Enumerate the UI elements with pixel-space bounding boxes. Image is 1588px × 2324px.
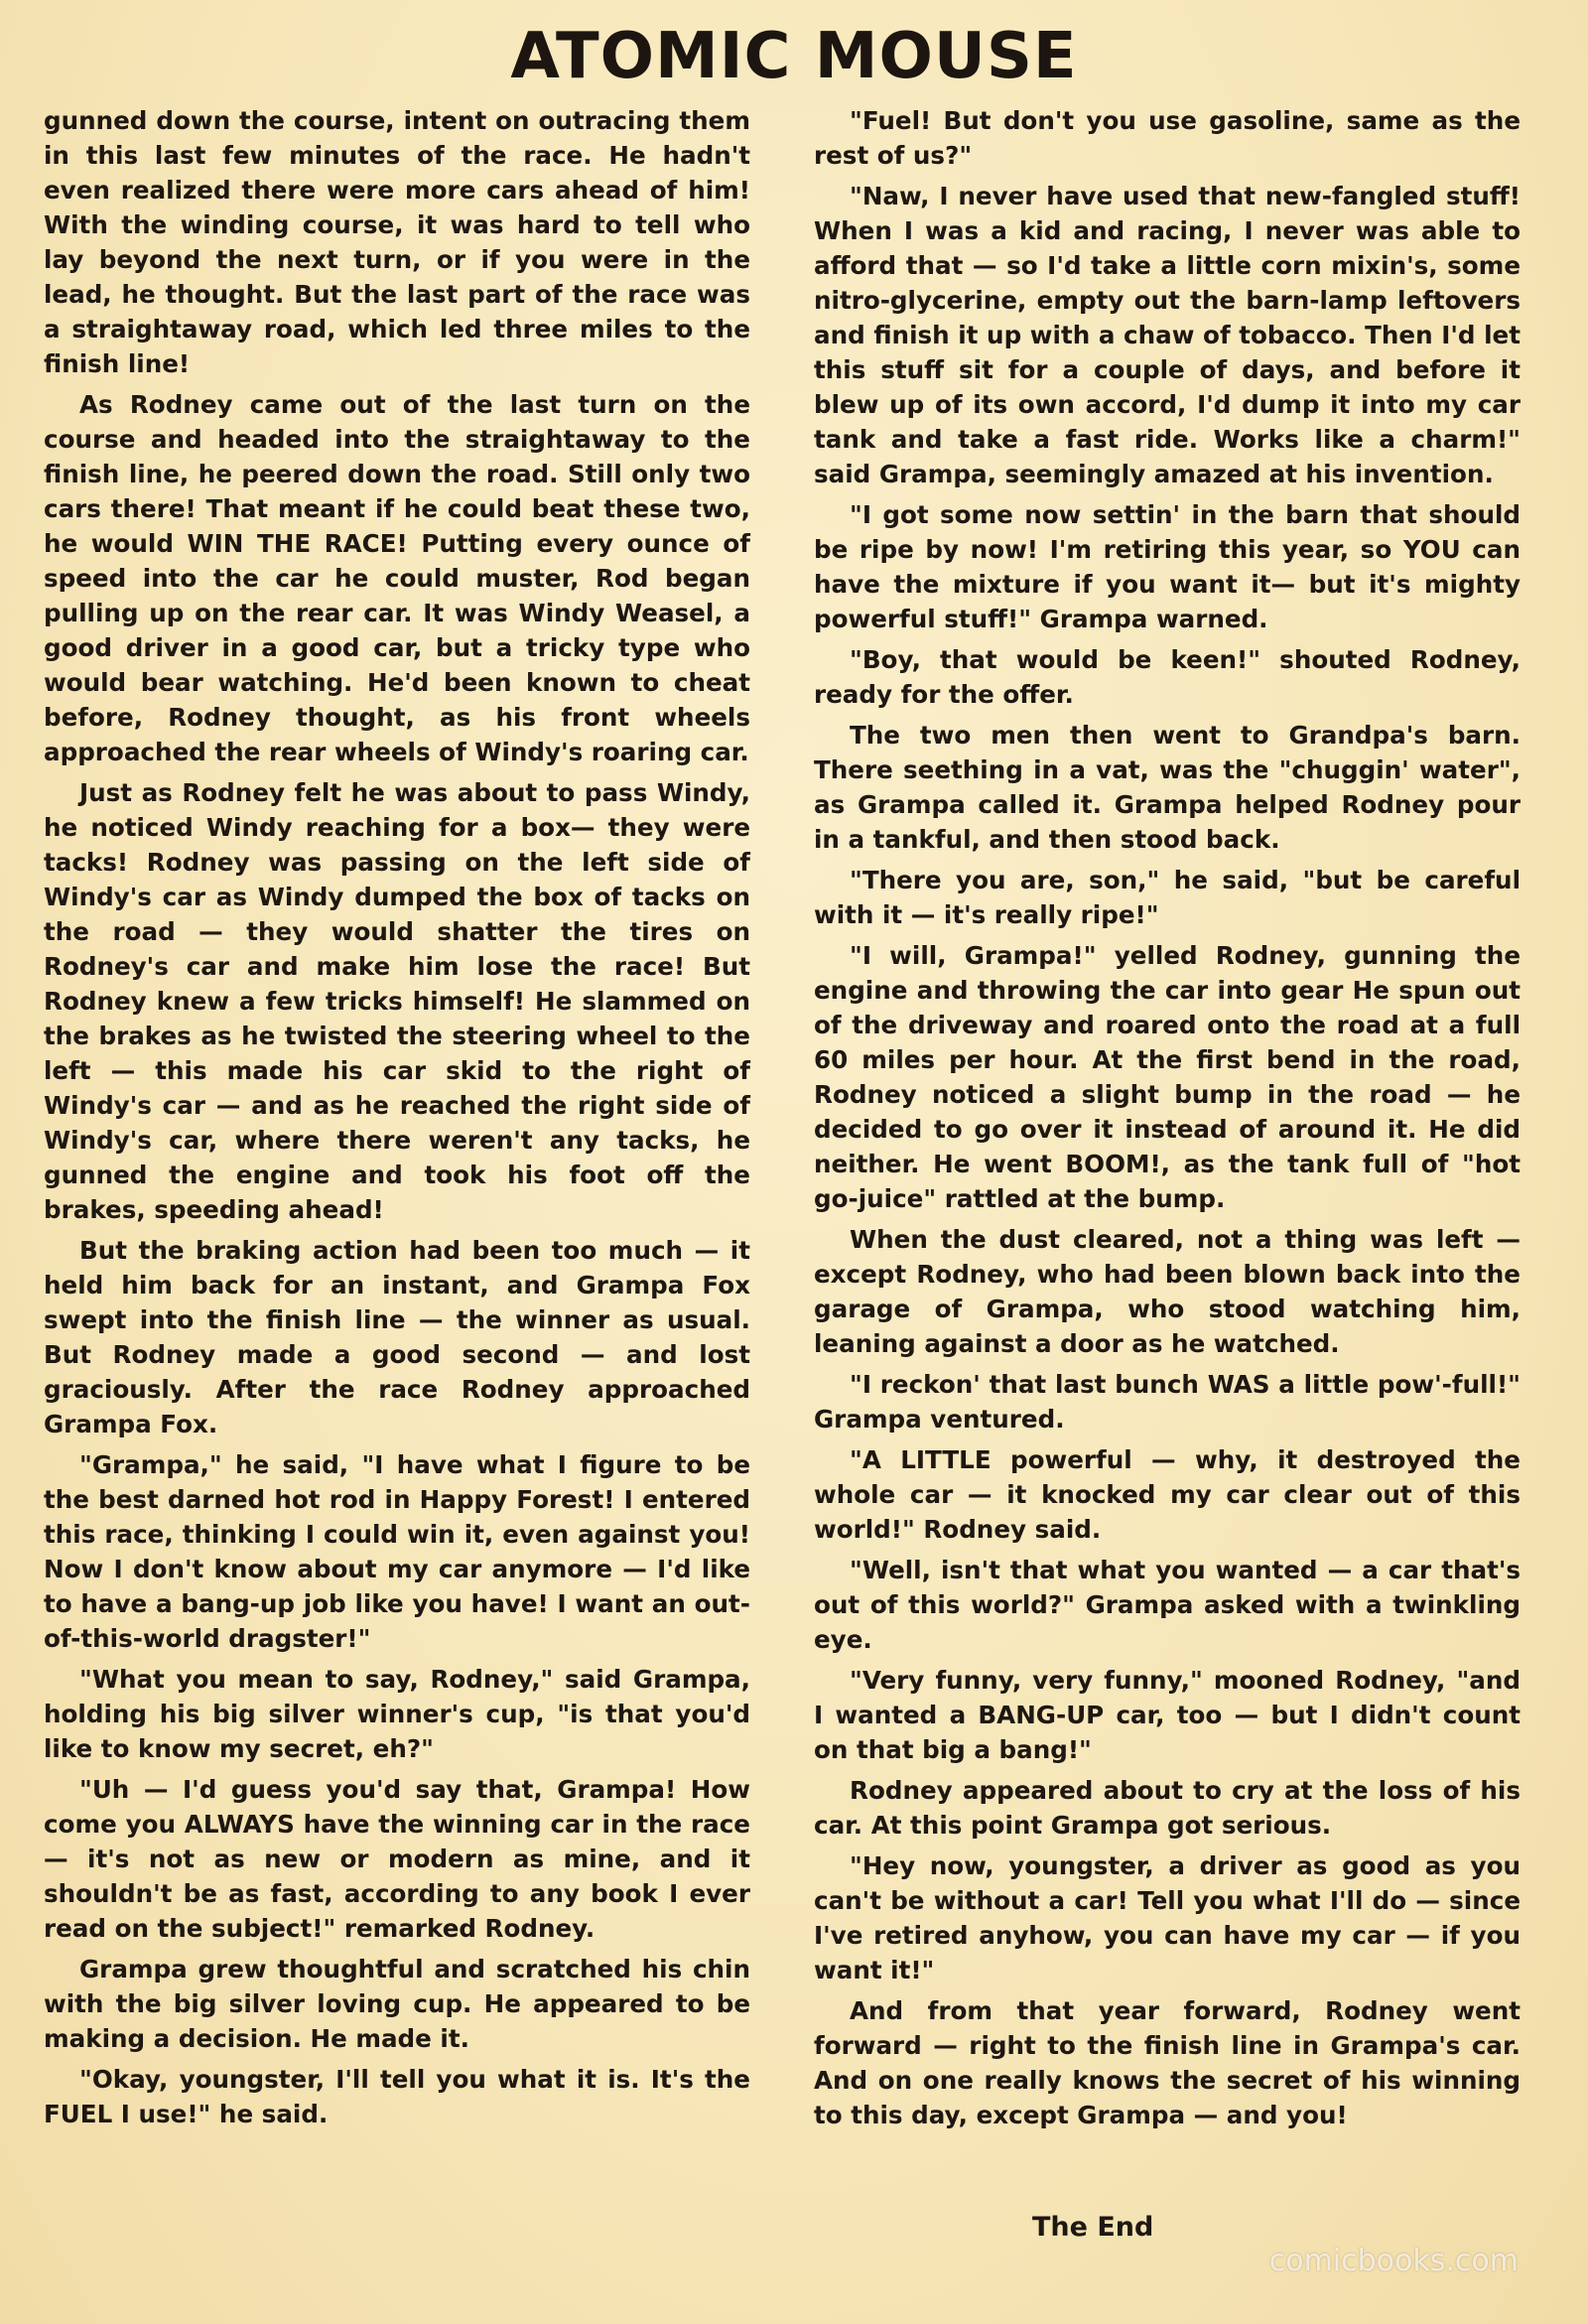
paragraph: But the braking action had been too much — it held him back for an instant, and Grampa Fox swept into the finish line — the winner as usual. But Rodney made a good second — and lost graciously. After the race Rodney approached Grampa Fox. xyxy=(44,1236,750,1438)
paragraph: "Boy, that would be keen!" shouted Rodney, ready for the offer. xyxy=(814,645,1521,709)
paragraph: "I got some now settin' in the barn that should be ripe by now! I'm retiring this year, so YOU can have the mixture if you want it— but it's mighty powerful stuff!" Grampa warned. xyxy=(814,500,1521,633)
paragraph: And from that year forward, Rodney went forward — right to the finish line in Grampa's car. And on one really knows the secret of his winning to this day, except Grampa — and you! xyxy=(814,1996,1521,2129)
the-end-label: The End xyxy=(1032,2212,1154,2243)
paragraph: gunned down the course, intent on outracing them in this last few minutes of the race. He hadn't even realized there were more cars ahead of him! With the winding course, it was hard to tell who lay beyond the next turn, or if you were in the lead, he thought. But the last part of the race was a straightaway road, which led three miles to the finish line! xyxy=(44,106,750,378)
paragraph: Rodney appeared about to cry at the loss of his car. At this point Grampa got serious. xyxy=(814,1776,1521,1840)
paragraph: "Uh — I'd guess you'd say that, Grampa! How come you ALWAYS have the winning car in the race — it's not as new or modern as mine, and it shouldn't be as fast, according to any book I ever read on the subject!" remarked Rodney. xyxy=(44,1775,750,1943)
paragraph: "Very funny, very funny," mooned Rodney, "and I wanted a BANG-UP car, too — but I didn't count on that big a bang!" xyxy=(814,1666,1521,1764)
paragraph: As Rodney came out of the last turn on the course and headed into the straightaway to the finish line, he peered down the road. Still only two cars there! That meant if he could beat these two, he would WIN THE RACE! Putting every ounce of speed into the car he could muster, Rod began pulling up on the rear car. It was Windy Weasel, a good driver in a good car, but a tricky type who would bear watching. He'd been known to cheat before, Rodney thought, as his front wheels approached the rear wheels of Windy's roaring car. xyxy=(44,390,750,766)
watermark: comicbooks.com xyxy=(1268,2244,1519,2278)
paragraph: "Okay, youngster, I'll tell you what it is. It's the FUEL I use!" he said. xyxy=(44,2065,750,2128)
paragraph: When the dust cleared, not a thing was left — except Rodney, who had been blown back into the garage of Grampa, who stood watching him, leaning against a door as he watched. xyxy=(814,1225,1521,1358)
right-text-column xyxy=(814,103,1521,2138)
paragraph: "Fuel! But don't you use gasoline, same as the rest of us?" xyxy=(814,106,1521,170)
paragraph: "Grampa," he said, "I have what I figure to be the best darned hot rod in Happy Forest! I entered this race, thinking I could win it, even against you! Now I don't know about my car anymore — I'd like to have a bang-up job like you have! I want an out-of-this-world dragster!" xyxy=(44,1450,750,1653)
paragraph: "There you are, son," he said, "but be careful with it — it's really ripe!" xyxy=(814,866,1521,929)
paragraph: "Naw, I never have used that new-fangled stuff! When I was a kid and racing, I never was able to afford that — so I'd take a little corn mixin's, some nitro-glycerine, empty out the barn-lamp leftovers and finish it up with a chaw of tobacco. Then I'd let this stuff sit for a couple of days, and before it blew up of its own accord, I'd dump it into my car tank and take a fast ride. Works like a charm!" said Grampa, seemingly amazed at his invention. xyxy=(814,182,1521,488)
paragraph: "I will, Grampa!" yelled Rodney, gunning the engine and throwing the car into gear He spun out of the driveway and roared onto the road at a full 60 miles per hour. At the first bend in the road, Rodney noticed a slight bump in the road — he decided to go over it instead of around it. He did neither. He went BOOM!, as the tank full of "hot go-juice" rattled at the bump. xyxy=(814,941,1521,1213)
paragraph: "A LITTLE powerful — why, it destroyed the whole car — it knocked my car clear out of this world!" Rodney said. xyxy=(814,1445,1521,1544)
paragraph: "I reckon' that last bunch WAS a little pow'-full!" Grampa ventured. xyxy=(814,1370,1521,1434)
paragraph: The two men then went to Grandpa's barn. There seething in a vat, was the "chuggin' water", as Grampa called it. Grampa helped Rodney pour in a tankful, and then stood back. xyxy=(814,721,1521,854)
paragraph: "Hey now, youngster, a driver as good as you can't be without a car! Tell you what I'll do — since I've retired anyhow, you can have my car — if you want it!" xyxy=(814,1851,1521,1984)
paragraph: Grampa grew thoughtful and scratched his chin with the big silver loving cup. He appeared to be making a decision. He made it. xyxy=(44,1955,750,2053)
paragraph: "Well, isn't that what you wanted — a car that's out of this world?" Grampa asked with a twinkling eye. xyxy=(814,1556,1521,1654)
page-title: ATOMIC MOUSE xyxy=(510,20,1078,93)
paragraph: "What you mean to say, Rodney," said Grampa, holding his big silver winner's cup, "is that you'd like to know my secret, eh?" xyxy=(44,1665,750,1763)
left-text-column xyxy=(44,103,750,2137)
paragraph: Just as Rodney felt he was about to pass Windy, he noticed Windy reaching for a box— they were tacks! Rodney was passing on the left side of Windy's car as Windy dumped the box of tacks on the road — they would shatter the tires on Rodney's car and make him lose the race! But Rodney knew a few tricks himself! He slammed on the brakes as he twisted the steering wheel to the left — this made his car skid to the right of Windy's car — and as he reached the right side of Windy's car, where there weren't any tacks, he gunned the engine and took his foot off the brakes, speeding ahead! xyxy=(44,778,750,1224)
